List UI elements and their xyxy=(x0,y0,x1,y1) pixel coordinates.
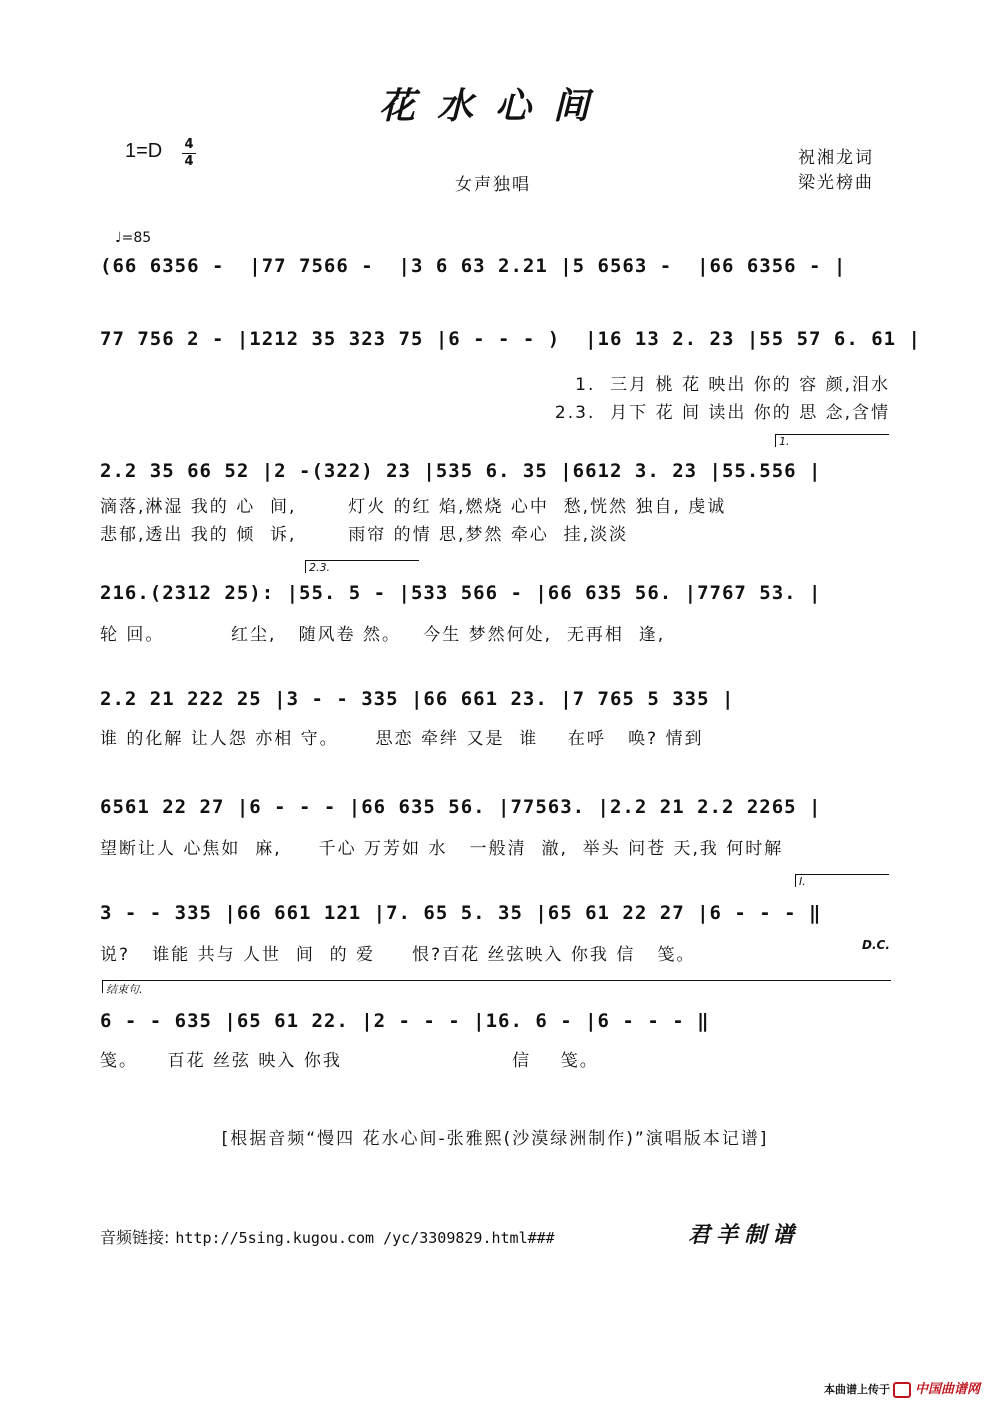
ending-bracket: 结束句. xyxy=(102,980,891,993)
time-signature xyxy=(182,138,196,169)
key-signature: 1=D xyxy=(125,140,163,162)
voice-type: 女声独唱 xyxy=(455,175,531,195)
music-line-3: 2.2 35 66 52 |2 -(322) 23 |535 6. 35 |6612 3. 23 |55.556 | xyxy=(100,460,822,482)
signature: 君羊制谱 xyxy=(688,1222,801,1248)
audio-label: 音频链接: xyxy=(100,1228,170,1247)
audio-url[interactable]: http://5sing.kugou.com /yc/3309829.html### xyxy=(175,1229,555,1247)
lyric-verse23-a: 2.3. 月下 花 间 读出 你的 思 念,含情 xyxy=(554,403,890,423)
time-top: 4 xyxy=(184,137,194,152)
brand-name[interactable]: 中国曲谱网 xyxy=(914,1382,980,1397)
music-line-4: 216.(2312 25): |55. 5 - |533 566 - |66 635 56. |7767 53. | xyxy=(100,582,822,604)
lyric-line-3a: 滴落,淋湿 我的 心 间, 灯火 的红 焰,燃烧 心中 愁,恍然 独自, 虔诚 xyxy=(100,497,727,517)
time-bottom: 4 xyxy=(184,154,194,169)
lyric-line-3b: 悲郁,透出 我的 倾 诉, 雨帘 的情 思,梦然 牵心 挂,淡淡 xyxy=(100,525,629,545)
audio-link xyxy=(100,1225,555,1248)
lyric-line-7: 说? 谁能 共与 人世 间 的 爱 恨?百花 丝弦映入 你我 信 笺。 xyxy=(100,945,696,965)
composer-credit: 梁光榜曲 xyxy=(798,173,874,193)
brand-logo-icon xyxy=(893,1382,911,1398)
music-line-1: (66 6356 - |77 7566 - |3 6 63 2.21 |5 6563 - |66 6356 - | xyxy=(100,255,847,277)
lyric-verse1-a: 1. 三月 桃 花 映出 你的 容 颜,泪水 xyxy=(575,375,890,395)
music-line-7: 3 - - 335 |66 661 121 |7. 65 5. 35 |65 61 22 27 |6 - - - ‖ xyxy=(100,902,822,924)
upload-footer xyxy=(824,1378,980,1398)
music-line-6: 6561 22 27 |6 - - - |66 635 56. |77563. |2.2 21 2.2 2265 | xyxy=(100,796,822,818)
score-title: 花水心间 xyxy=(378,85,611,127)
lyric-line-6: 望断让人 心焦如 麻, 千心 万芳如 水 一般清 澈, 举头 问苍 天,我 何时解 xyxy=(100,839,784,859)
music-line-8: 6 - - 635 |65 61 22. |2 - - - |16. 6 - |6 - - - ‖ xyxy=(100,1010,710,1032)
lyric-line-8: 笺。 百花 丝弦 映入 你我 信 笺。 xyxy=(100,1051,599,1071)
music-line-5: 2.2 21 222 25 |3 - - 335 |66 661 23. |7 765 5 335 | xyxy=(100,688,735,710)
volta-23: 2.3. xyxy=(305,560,419,573)
volta-dc: I. xyxy=(795,874,889,887)
volta-1: 1. xyxy=(775,434,889,447)
lyric-line-5: 谁 的化解 让人怨 亦相 守。 思恋 牵绊 又是 谁 在呼 唤? 情到 xyxy=(100,729,704,749)
lyric-line-4: 轮 回。 红尘, 随风卷 然。 今生 梦然何处, 无再相 逢, xyxy=(100,625,666,645)
upload-text: 本曲谱上传于 xyxy=(823,1383,890,1396)
lyricist-credit: 祝湘龙词 xyxy=(798,148,874,168)
transcription-note: [根据音频“慢四 花水心间-张雅熙(沙漠绿洲制作)”演唱版本记谱] xyxy=(221,1129,769,1149)
tempo-marking: ♩=85 xyxy=(115,230,152,246)
dc-marking: D.C. xyxy=(862,938,890,952)
music-line-2: 77 756 2 - |1212 35 323 75 |6 - - - ) |16 13 2. 23 |55 57 6. 61 | xyxy=(100,328,921,350)
